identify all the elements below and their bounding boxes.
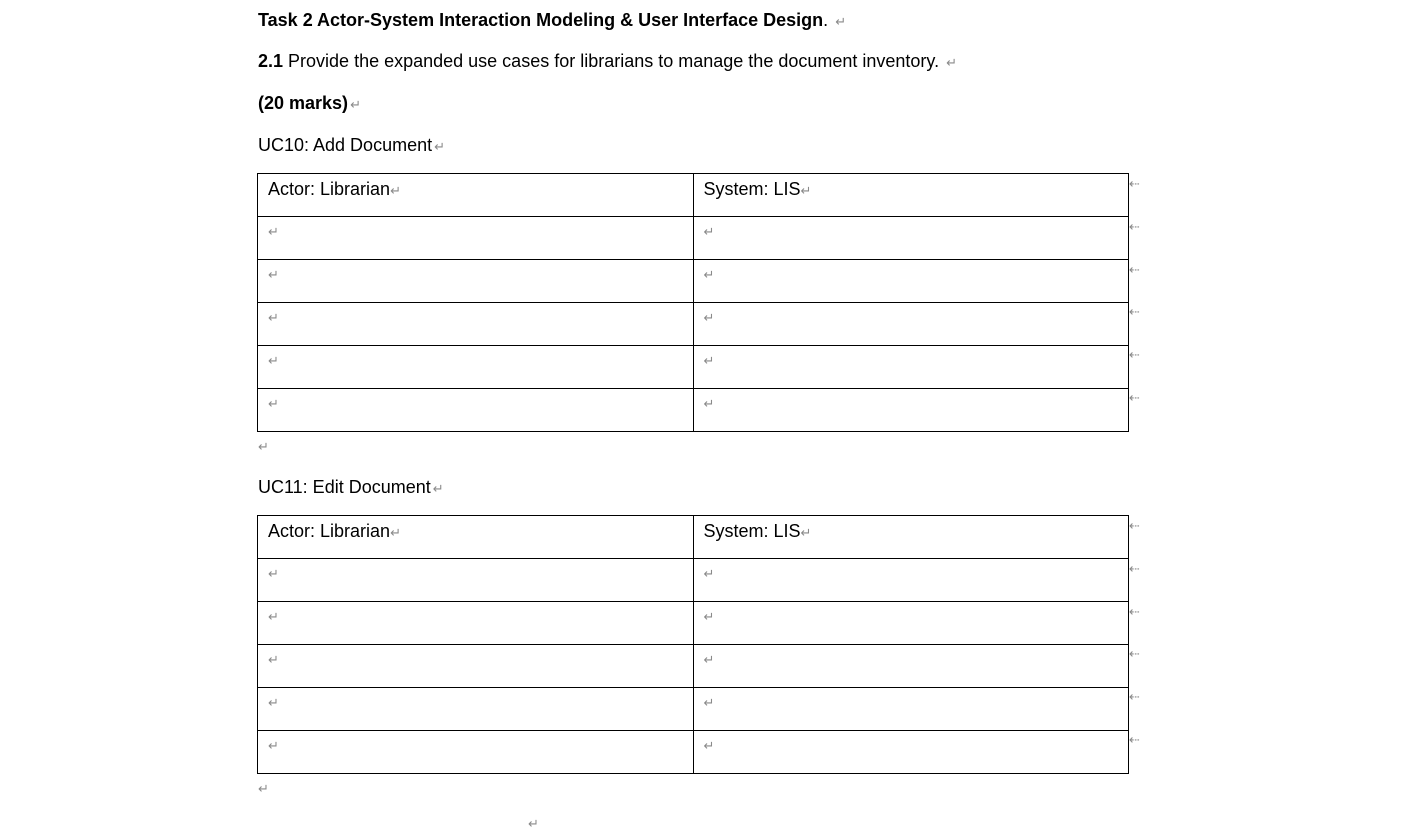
paragraph-mark-icon: ↵: [258, 440, 269, 455]
uc11-title-paragraph: [258, 475, 444, 502]
cell-mark-icon: ↵: [268, 354, 279, 369]
row-end-mark-icon: ⇠: [1129, 348, 1140, 363]
table-row: [258, 303, 1129, 346]
actor-cell[interactable]: [258, 346, 694, 389]
cell-mark-icon: ↵: [703, 610, 715, 625]
row-end-mark-icon: ⇠: [1129, 177, 1140, 192]
system-cell[interactable]: [693, 688, 1129, 731]
task-heading-text: Task 2 Actor-System Interaction Modeling & User Interface Design: [258, 10, 824, 30]
cell-mark-icon: ↵: [390, 526, 401, 541]
cell-mark-icon: ↵: [703, 225, 715, 240]
actor-cell[interactable]: [258, 389, 694, 432]
actor-header-cell[interactable]: [258, 174, 694, 217]
uc10-title: UC10: Add Document: [258, 135, 433, 155]
row-end-mark-icon: ⇠: [1129, 562, 1140, 577]
actor-cell[interactable]: [258, 645, 694, 688]
row-end-mark-icon: ⇠: [1129, 220, 1140, 235]
actor-cell[interactable]: [258, 559, 694, 602]
cell-mark-icon: ↵: [268, 653, 279, 668]
cell-mark-icon: ↵: [703, 696, 715, 711]
cell-mark-icon: ↵: [268, 696, 279, 711]
empty-paragraph: [258, 433, 269, 460]
table-header-row: [258, 516, 1129, 559]
row-end-mark-icon: ⇠: [1129, 519, 1140, 534]
table-row: [258, 602, 1129, 645]
paragraph-mark-icon: ↵: [350, 98, 361, 113]
system-cell[interactable]: [693, 731, 1129, 774]
cell-mark-icon: ↵: [390, 184, 401, 199]
table-row: [258, 217, 1129, 260]
actor-cell[interactable]: [258, 303, 694, 346]
row-end-mark-icon: ⇠: [1129, 305, 1140, 320]
cell-mark-icon: ↵: [800, 184, 812, 199]
actor-cell[interactable]: [258, 602, 694, 645]
system-header: System: LIS: [703, 521, 801, 541]
uc11-table: [257, 515, 1129, 774]
cell-mark-icon: ↵: [703, 311, 715, 326]
row-end-mark-icon: ⇠: [1129, 391, 1140, 406]
paragraph-mark-icon: ↵: [434, 140, 445, 155]
row-end-mark-icon: ⇠: [1129, 733, 1140, 748]
table-row: [258, 260, 1129, 303]
marks-paragraph: [258, 91, 361, 118]
task-heading: [258, 8, 846, 35]
cell-mark-icon: ↵: [703, 354, 715, 369]
cell-mark-icon: ↵: [268, 610, 279, 625]
actor-cell[interactable]: [258, 688, 694, 731]
actor-cell[interactable]: [258, 260, 694, 303]
cell-mark-icon: ↵: [703, 268, 715, 283]
empty-paragraph: [258, 775, 269, 802]
question-paragraph: [258, 49, 957, 76]
system-cell[interactable]: [693, 346, 1129, 389]
row-end-mark-icon: ⇠: [1129, 690, 1140, 705]
actor-cell[interactable]: [258, 731, 694, 774]
table-row: [258, 731, 1129, 774]
task-heading-suffix: .: [823, 10, 829, 30]
cell-mark-icon: ↵: [703, 739, 715, 754]
row-end-mark-icon: ⇠: [1129, 263, 1140, 278]
paragraph-mark-icon: ↵: [432, 482, 444, 497]
cell-mark-icon: ↵: [703, 397, 715, 412]
cell-mark-icon: ↵: [268, 739, 279, 754]
paragraph-mark-icon: ↵: [946, 56, 958, 71]
table-row: [258, 645, 1129, 688]
system-header: System: LIS: [703, 179, 801, 199]
table-row: [258, 389, 1129, 432]
system-cell[interactable]: [693, 389, 1129, 432]
cell-mark-icon: ↵: [268, 311, 279, 326]
actor-header: Actor: Librarian: [268, 521, 391, 541]
system-cell[interactable]: [693, 260, 1129, 303]
uc11-title: UC11: Edit Document: [258, 477, 431, 497]
cell-mark-icon: ↵: [268, 397, 279, 412]
cell-mark-icon: ↵: [800, 526, 812, 541]
paragraph-mark-icon: ↵: [528, 817, 539, 832]
table-row: [258, 688, 1129, 731]
system-cell[interactable]: [693, 303, 1129, 346]
system-header-cell[interactable]: [693, 174, 1129, 217]
system-cell[interactable]: [693, 645, 1129, 688]
paragraph-mark-icon: ↵: [258, 782, 269, 797]
table-row: [258, 559, 1129, 602]
system-cell[interactable]: [693, 602, 1129, 645]
system-cell[interactable]: [693, 217, 1129, 260]
question-text: Provide the expanded use cases for librarians to manage the document inventory.: [283, 51, 940, 71]
table-header-row: [258, 174, 1129, 217]
uc10-title-paragraph: [258, 133, 445, 160]
system-header-cell[interactable]: [693, 516, 1129, 559]
paragraph-mark-icon: ↵: [835, 15, 847, 30]
uc10-table: [257, 173, 1129, 432]
cell-mark-icon: ↵: [703, 567, 715, 582]
actor-header: Actor: Librarian: [268, 179, 391, 199]
row-end-mark-icon: ⇠: [1129, 647, 1140, 662]
question-number: 2.1: [258, 51, 284, 71]
system-cell[interactable]: [693, 559, 1129, 602]
cell-mark-icon: ↵: [268, 567, 279, 582]
table-row: [258, 346, 1129, 389]
cell-mark-icon: ↵: [268, 225, 279, 240]
cell-mark-icon: ↵: [268, 268, 279, 283]
cell-mark-icon: ↵: [703, 653, 715, 668]
row-end-mark-icon: ⇠: [1129, 605, 1140, 620]
actor-cell[interactable]: [258, 217, 694, 260]
marks-label: (20 marks): [258, 93, 349, 113]
actor-header-cell[interactable]: [258, 516, 694, 559]
